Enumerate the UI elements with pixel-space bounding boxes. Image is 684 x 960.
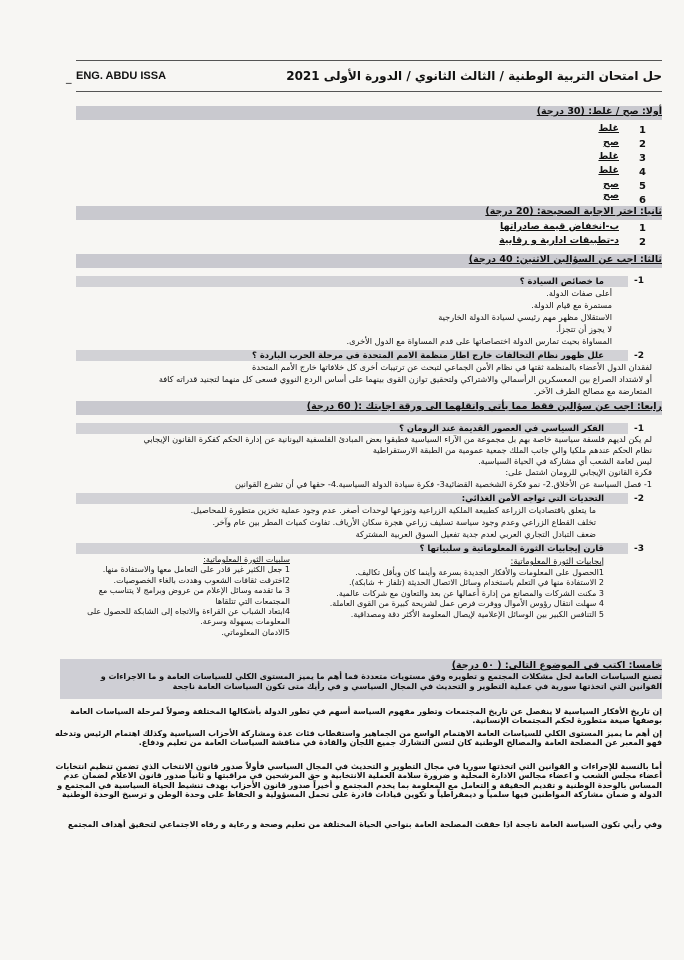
positive-item: 4 سهلت انتقال رؤوس الأموال ووفرت فرص عمل لشريحة كبيرة من القوى العاملة. — [329, 599, 604, 609]
part4-q2-line-1: ما يتعلق باقتصاديات الزراعة كطبيعة الملكية الزراعية وتوزعها لوحدات أصغر. عدم وجود عملية تخزين متطورة للمحاصيل. — [190, 505, 596, 515]
part3-q1-line-2: مستمرة مع قيام الدولة. — [531, 300, 612, 310]
part1-ans-5: صح — [602, 179, 619, 190]
negative-item: 4ابتعاد الشباب عن القراءة والاتجاه إلى الشابكة للحصول على — [87, 607, 290, 617]
negative-item: المعلومات بسهولة وسرعة. — [200, 617, 290, 627]
exam-title: حل امتحان التربية الوطنية / الثالث الثانوي / الدورة الأولى 2021 — [286, 69, 662, 83]
part2-num-2: 2 — [639, 237, 646, 248]
negatives-list — [72, 555, 290, 638]
negative-item: 5الادمان المعلوماتي. — [221, 627, 290, 637]
part2-num-1: 1 — [639, 223, 646, 234]
positive-item: 2 الاستفادة منها في التعلم باستخدام وسائل الاتصال الحديثة (تلفاز + شابكة). — [349, 578, 604, 588]
part1-ans-1: غلط — [598, 123, 619, 134]
part1-num-6: 6 — [639, 195, 646, 206]
positive-item: 1الحصول على المعلومات والأفكار الجديدة بسرعة وأينما كان وبأقل تكاليف. — [355, 568, 604, 577]
page-header — [66, 60, 662, 92]
part1-title: أولا: صح / غلط: (30 درجة) — [536, 106, 662, 117]
part1-ans-3: غلط — [598, 151, 619, 162]
part1-num-3: 3 — [639, 153, 646, 164]
part4-q1-line-4: فكرة القانون الإيجابي للرومان اشتمل على: — [505, 467, 652, 477]
essay-paragraph-3: أما بالنسبة للإجراءات و القوانين التي اتخذتها سوريا في مجال التطوير و التحديث في المجال السياسي فأولاً صدور قانون الانتخاب الذي تضمن تنظيم انتخابات أعضاء مجلس الشعب و اعضاء مجالس الادارة المحلية و ضرورة سلامة العملية الانتخابية و حق المرشحين في مراقبتها و ثانياً صدور قانون الاعلام لضمان عدم المساس بالوحدة الوطنية و تقديم الحقيقة و التعامل مع المعلومة بما يخدم المجتمع و أخيراً صدور قانون الأحزاب بهدف تنشيط الحياة السياسية في المجتمع و الدولة و ضمان مشاركة المواطنين فيها سلمياً و ديمقراطياً و تكوين قيادات قادرة على تحمل المسؤولية و الحفاظ على وحدة الوطن و ترسيخ الوحدة الوطنية — [55, 762, 662, 800]
part3-q1-line-4: لا يجوز أن تتجزأ. — [556, 324, 612, 334]
part3-title: ثالثا: اجب عن السؤالين الاثنين: 40 درجة) — [468, 254, 662, 265]
positive-item: 3 مكنت الشركات والمصانع من إدارة أعمالها عن بعد والتعاون مع شركات عالمية. — [336, 588, 604, 598]
essay-paragraph-4: وفي رأيي تكون السياسة العامة ناجحة اذا حققت المصلحة العامة بنواحي الحياة المختلفة من تعليم وصحة و رعاية و رفاه الاجتماعي لتحقيق أهداف المجتمع — [67, 820, 662, 829]
part2-title: ثانيا: اختر الاجابة الصحيحة: (20 درجة) — [485, 206, 662, 217]
part1-num-1: 1 — [639, 125, 646, 136]
negative-item: 2اخترقت ثقافات الشعوب وهددت بالغاء الخصوصيات. — [113, 575, 290, 585]
part3-q2-num: -2 — [634, 351, 644, 361]
part1-ans-4: غلط — [598, 165, 619, 176]
part4-q1-line-1: لم يكن لديهم فلسفة سياسية خاصة بهم بل مجموعة من الآراء السياسية فطبقوا بعض المبادئ الفلسفية اليونانية عن إدارة الحكم كفكرة القانون الإيجابي — [143, 434, 652, 444]
part4-q1-line-3: ليس لعامة الشعب أي مشاركة في الحياة السياسية. — [478, 456, 652, 466]
negative-item: 3 ما تقدمه وسائل الإعلام من عروض وبرامج لا يتناسب مع — [98, 586, 290, 596]
header-dash: _ — [66, 71, 72, 84]
part4-q1-num: -1 — [634, 424, 644, 434]
part4-title: رابعا: اجب عن سؤالين فقط مما يأتي وانقلهما الى ورقة اجابتك :( 60 درجة) — [306, 401, 662, 412]
part1-num-5: 5 — [639, 181, 646, 192]
essay-paragraph-2: إن أهم ما يميز المستوى الكلي للسياسات العامة الاهتمام الواسع من الجماهير واستقطاب فئات عدة ومشاركة الأحزاب السياسية وكذلك اهتمام الرئيس وتدخله فهو المعبر عن المصلحة العامة والمصالح الوطنية كان لتسن التشارك جميع اللجان والقادة في مناقشة السياسات العامة من تعليم ودفاع. — [54, 729, 662, 748]
negatives-title: سلبيات الثورة المعلوماتية: — [203, 555, 290, 564]
essay-paragraph-1: إن تاريخ الأفكار السياسية لا ينفصل عن تاريخ المجتمعات وتطور مفهوم السياسة أسهم في تطور الدولة بأشكالها المختلفة وصولاً لمرحلة السياسات العامة بوصفها صيغة متطورة لحكم المجتمعات الإنسانية. — [70, 707, 662, 726]
part4-q2-line-2: تخلف القطاع الزراعي وعدم وجود سياسة تسليف زراعي هجرة سكان الأرياف. تفاوت كميات المطر بين عام وآخر. — [212, 517, 596, 527]
part3-q1-line-3: الاستقلال مظهر مهم رئيسي لسيادة الدولة الخارجية — [438, 312, 612, 322]
part3-q1-line-5: المساواة بحيث تمارس الدولة اختصاصاتها على قدم المساواة مع الدول الأخرى. — [346, 336, 612, 346]
part4-q2-title: التحديات التي تواجه الأمن الغذائي: — [461, 493, 604, 503]
part1-num-2: 2 — [639, 139, 646, 150]
part3-q1-num: -1 — [634, 276, 644, 286]
part4-q1-title: الفكر السياسي في العصور القديمة عند الرومان ؟ — [399, 423, 604, 433]
positives-title: إيجابيات الثورة المعلوماتية: — [510, 556, 604, 566]
part4-q3-title: قارن إيجابيات الثورة المعلوماتية و سلبياتها ؟ — [419, 543, 604, 553]
part4-q1-line-2: نظام الحكم عندهم ملكيا والي جانب الملك جمعية عمومية من الطبقة الارستقراطية — [372, 445, 652, 455]
part3-q1-title: ما خصائص السيادة ؟ — [519, 276, 604, 286]
part3-q1-line-1: أعلى صفات الدولة. — [546, 288, 612, 298]
part1-num-4: 4 — [639, 167, 646, 178]
part4-q1-line-5: 1- فصل السياسة عن الأخلاق.2- نمو فكرة الشخصية القضائية3- فكرة سيادة الدولة السياسية.4- حقها في أن تشرع القوانين — [234, 479, 652, 489]
essay-question: تصنع السياسات العامة لحل مشكلات المجتمع و تطويره وفق مستويات متعددة فما أهم ما يميز المستوى الكلي للسياسات العامة و ما الاجراءات و القوانين التي اتخذتها سورية في عملية التطوير و التحديث في المجال السياسي و في رأيك متى تكون السياسات العامة ناجحة — [100, 672, 662, 691]
part2-ans-1: ب-انخفاض قيمة صادراتها — [500, 221, 619, 232]
part2-ans-2: د-تطبيقات ادارية و رقابية — [499, 235, 619, 246]
part3-q2-line-1: لفقدان الدول الأعضاء بالمنظمة ثقتها في نظام الأمن الجماعي لتبحث عن ترتيبات أخرى كل خلافاتها خارج الأمم المتحدة — [252, 362, 652, 372]
part4-q3-num: -3 — [634, 544, 644, 554]
positive-item: 5 التنافس الكبير بين الوسائل الإعلامية لإيصال المعلومة الأكثر دقة ومصداقية. — [350, 609, 604, 619]
part3-q2-line-3: المتعارضة مع مصالح الطرف الآخر. — [533, 386, 652, 396]
part4-q2-line-3: ضعف التبادل التجاري العربي لعدم جدية تفعيل السوق العربية المشتركة — [355, 529, 596, 539]
part3-q2-line-2: أو لاشتداد الصراع بين المعسكرين الرأسمالي والاشتراكي ولتحقيق توازن القوى بينهما على أساس الردع النووي فسعى كل منهما لتجنيد قدراته كافة — [158, 374, 652, 384]
positives-list — [330, 568, 604, 620]
part1-ans-6: صح — [602, 190, 619, 201]
author-name: ENG. ABDU ISSA — [76, 70, 167, 82]
part4-q2-num: -2 — [634, 494, 644, 504]
part5-title: خامسا: اكتب في الموضوع التالي: ( ٥٠ درجة) — [451, 660, 662, 671]
negative-item: 1 جعل الكثير غير قادر على التعامل معها والاستفادة منها. — [102, 565, 290, 575]
negative-item: المجتمعات التي تتلقاها — [215, 596, 290, 606]
part1-ans-2: صح — [602, 137, 619, 148]
part3-q2-title: علل ظهور نظام التحالفات خارج اطار منظمة الامم المتحدة في مرحلة الحرب الباردة ؟ — [252, 350, 604, 360]
